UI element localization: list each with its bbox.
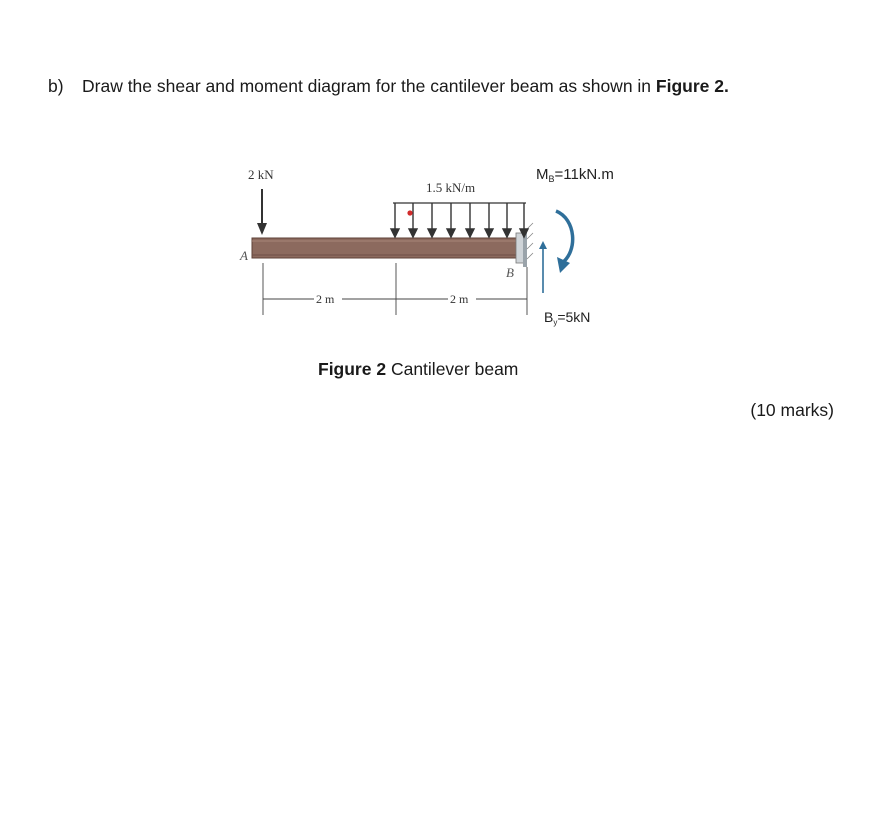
figure-caption-text: Cantilever beam xyxy=(390,359,519,379)
vertical-reaction-arrow xyxy=(539,241,547,293)
figure-caption xyxy=(318,359,518,380)
distributed-load-label: 1.5 kN/m xyxy=(426,180,476,195)
figure-caption-label: Figure 2 xyxy=(318,359,387,379)
dimension-lines xyxy=(263,263,527,315)
question-text xyxy=(48,76,729,97)
beam xyxy=(252,238,520,258)
question-label: b) xyxy=(48,76,64,96)
point-b-label: B xyxy=(506,265,514,280)
red-marker xyxy=(407,210,412,215)
marks-allocation: (10 marks) xyxy=(750,400,834,420)
vertical-reaction-label: $B_y=5kN$ xyxy=(544,309,591,327)
cantilever-beam-figure xyxy=(230,155,650,335)
dimension-left-label: 2 m xyxy=(316,292,335,306)
moment-reaction-label: $M_B=11kN.m$ xyxy=(536,166,614,184)
dimension-right-label: 2 m xyxy=(450,292,469,306)
moment-reaction-arrow xyxy=(556,211,573,273)
question-body: Draw the shear and moment diagram for the cantilever beam as shown in xyxy=(82,76,652,96)
point-a-label: A xyxy=(240,248,248,263)
point-load-arrow xyxy=(257,189,267,235)
distributed-load-arrows xyxy=(391,203,528,237)
point-load-label: 2 kN xyxy=(248,167,274,182)
figure-reference: Figure 2. xyxy=(655,76,729,96)
